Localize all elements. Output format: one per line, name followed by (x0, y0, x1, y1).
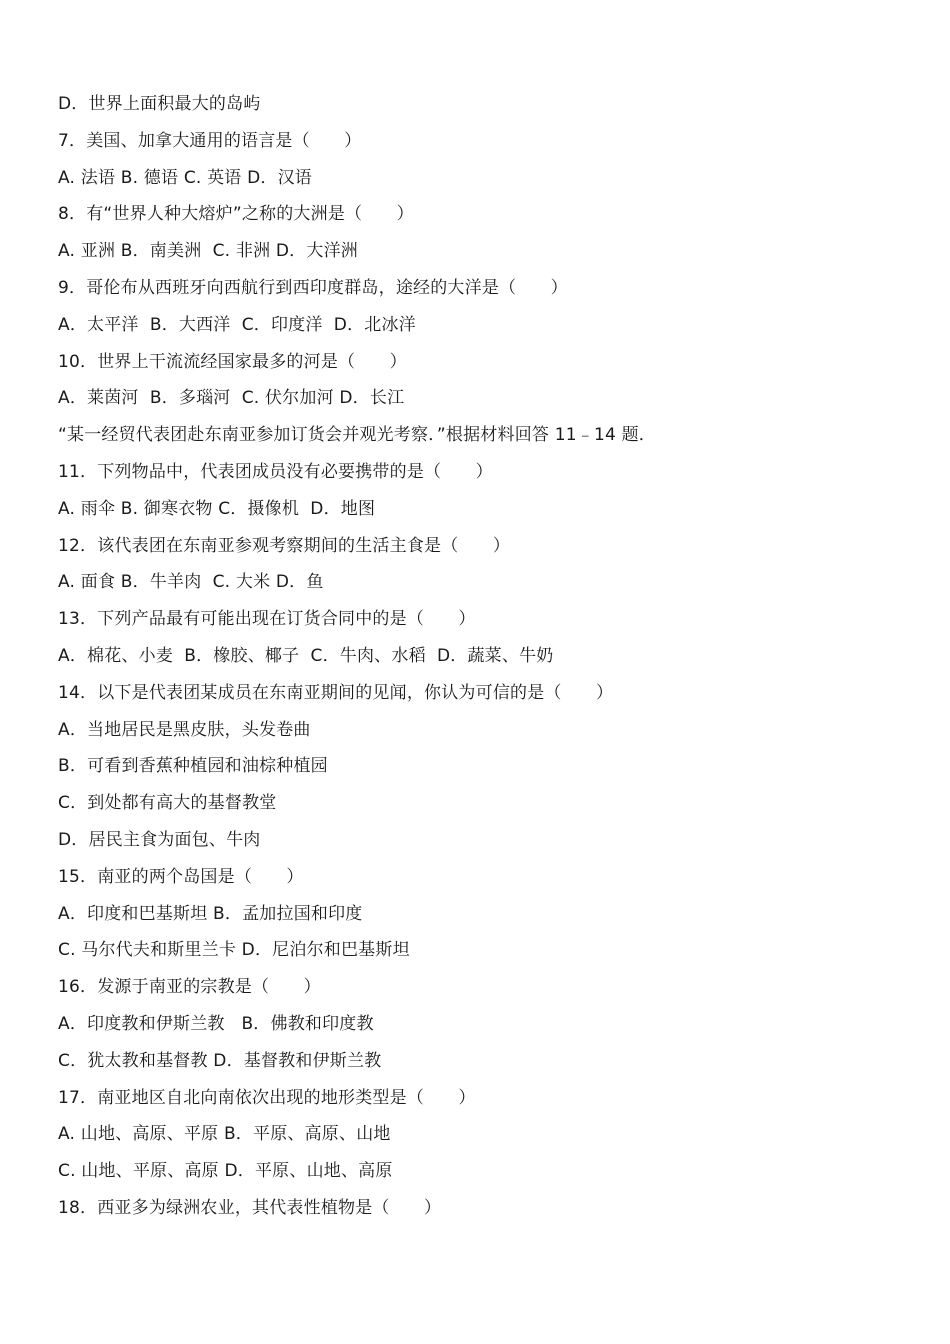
options-13: A．棉花、小麦 B．橡胶、椰子 C．牛肉、水稻 D．蔬菜、牛奶 (58, 645, 554, 666)
options-12: A. 面食 B．牛羊肉 C. 大米 D．鱼 (58, 572, 324, 593)
question-list (58, 90, 918, 1231)
question-15: 15．南亚的两个岛国是（ ） (58, 866, 304, 887)
options-15-cd: C. 马尔代夫和斯里兰卡 D．尼泊尔和巴基斯坦 (58, 940, 410, 961)
options-7: A. 法语 B. 德语 C. 英语 D．汉语 (58, 167, 312, 188)
options-9: A．太平洋 B．大西洋 C．印度洋 D．北冰洋 (58, 314, 416, 335)
options-11: A. 雨伞 B. 御寒衣物 C．摄像机 D．地图 (58, 498, 376, 519)
options-16-cd: C．犹太教和基督教 D．基督教和伊斯兰教 (58, 1050, 382, 1071)
question-14: 14．以下是代表团某成员在东南亚期间的见闻，你认为可信的是（ ） (58, 682, 614, 703)
option-14-c: C．到处都有高大的基督教堂 (58, 793, 277, 814)
option-d-line: D．世界上面积最大的岛屿 (58, 94, 261, 114)
options-15-ab: A．印度和巴基斯坦 B．孟加拉国和印度 (58, 903, 363, 924)
question-8: 8．有“世界人种大熔炉”之称的大洲是（ ） (58, 204, 414, 225)
options-16-ab: A．印度教和伊斯兰教 B．佛教和印度教 (58, 1013, 374, 1034)
question-7: 7．美国、加拿大通用的语言是（ ） (58, 130, 362, 151)
options-17-ab: A. 山地、高原、平原 B．平原、高原、山地 (58, 1124, 391, 1145)
option-14-b: B．可看到香蕉种植园和油棕种植园 (58, 756, 328, 777)
options-17-cd: C. 山地、平原、高原 D．平原、山地、高原 (58, 1161, 393, 1182)
question-18: 18．西亚多为绿洲农业，其代表性植物是（ ） (58, 1197, 442, 1218)
question-16: 16．发源于南亚的宗教是（ ） (58, 977, 321, 998)
question-11: 11．下列物品中，代表团成员没有必要携带的是（ ） (58, 461, 493, 482)
material-prompt: “某一经贸代表团赴东南亚参加订货会并观光考察．”根据材料回答 11﹣14 题． (58, 425, 656, 446)
options-8: A. 亚洲 B．南美洲 C. 非洲 D．大洋洲 (58, 241, 358, 262)
option-14-d: D．居民主食为面包、牛肉 (58, 829, 261, 850)
options-10: A．莱茵河 B．多瑙河 C. 伏尔加河 D．长江 (58, 388, 405, 409)
question-12: 12．该代表团在东南亚参观考察期间的生活主食是（ ） (58, 535, 511, 556)
question-9: 9．哥伦布从西班牙向西航行到西印度群岛，途经的大洋是（ ） (58, 277, 568, 298)
option-14-a: A．当地居民是黑皮肤，头发卷曲 (58, 719, 311, 740)
question-13: 13．下列产品最有可能出现在订货合同中的是（ ） (58, 609, 476, 630)
question-17: 17．南亚地区自北向南依次出现的地形类型是（ ） (58, 1087, 476, 1108)
question-10: 10．世界上干流流经国家最多的河是（ ） (58, 351, 407, 372)
